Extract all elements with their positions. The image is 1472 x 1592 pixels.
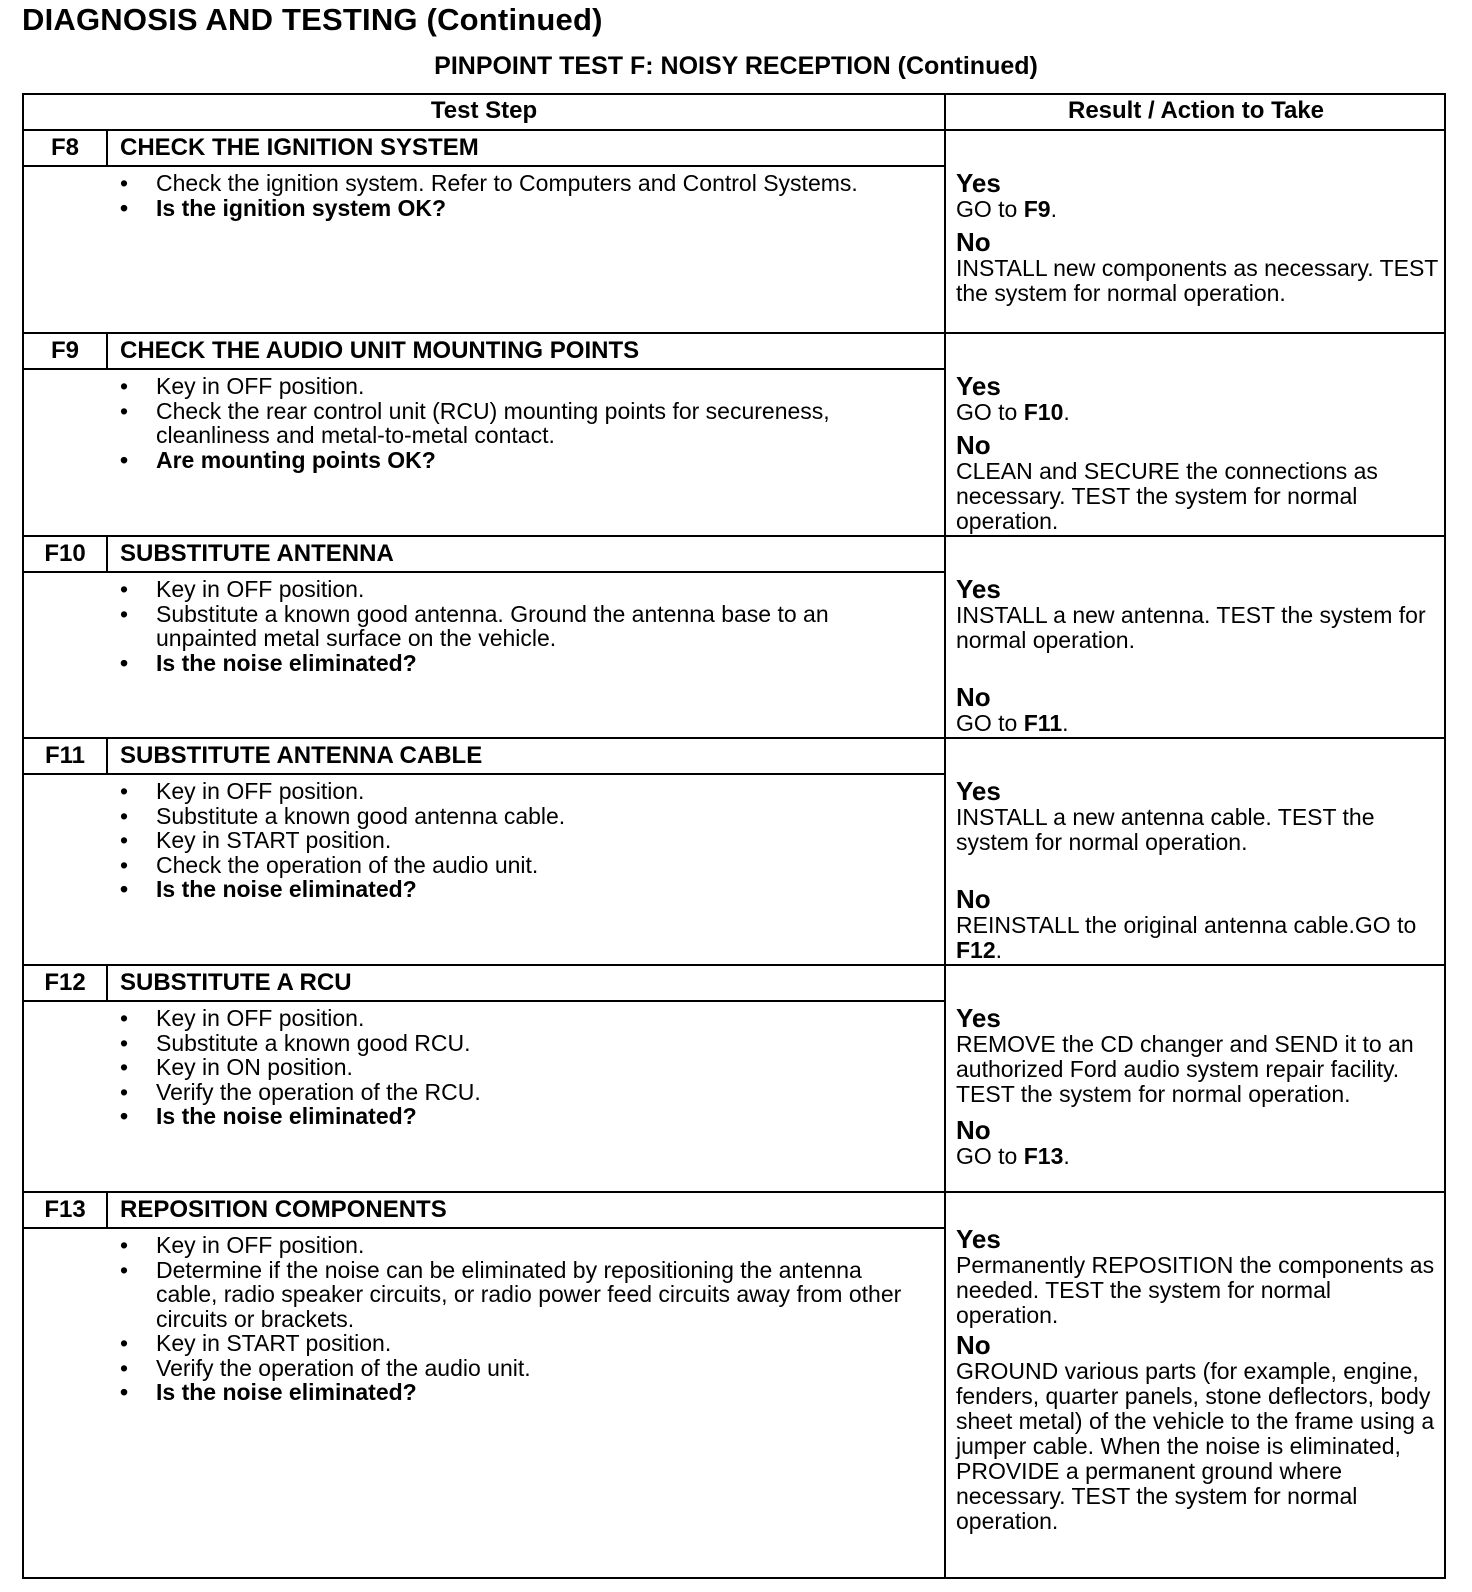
instruction-item: • Key in OFF position. (120, 779, 920, 804)
no-action (956, 256, 1438, 306)
yes-step-ref: F10 (1023, 399, 1064, 425)
step-id: F9 (24, 334, 108, 368)
no-label: No (956, 1330, 991, 1360)
step-instructions (120, 374, 920, 472)
step-instructions (120, 577, 920, 675)
step-id: F11 (24, 739, 108, 773)
column-divider (944, 95, 946, 1577)
test-step-row (24, 537, 1444, 739)
step-id: F10 (24, 537, 108, 571)
step-title: SUBSTITUTE ANTENNA CABLE (120, 742, 483, 769)
step-id: F13 (24, 1193, 108, 1227)
test-step-row (24, 334, 1444, 537)
result-yes (956, 169, 1438, 222)
yes-action (956, 400, 1438, 425)
result-no (956, 1331, 1438, 1534)
instruction-item: • Key in OFF position. (120, 374, 920, 399)
no-action-text: GO to (956, 1143, 1024, 1169)
test-step-row (24, 966, 1444, 1193)
step-title: CHECK THE AUDIO UNIT MOUNTING POINTS (120, 337, 640, 364)
result-no (956, 228, 1438, 306)
result-no (956, 885, 1438, 963)
result-yes (956, 1225, 1438, 1328)
instruction-item: • Verify the operation of the audio unit. (120, 1356, 920, 1381)
step-header (24, 537, 944, 573)
table-header (24, 95, 1444, 131)
no-action-suffix: . (995, 937, 1003, 963)
result-yes (956, 1004, 1438, 1107)
instruction-item: • Key in ON position. (120, 1055, 920, 1080)
instruction-item: • Substitute a known good RCU. (120, 1031, 920, 1056)
pinpoint-test-title: PINPOINT TEST F: NOISY RECEPTION (Continued) (434, 52, 1038, 80)
yes-action-text: GO to (956, 399, 1024, 425)
step-instructions (120, 1233, 920, 1405)
no-step-ref: F12 (956, 937, 996, 963)
no-label: No (956, 884, 991, 914)
no-action (956, 459, 1438, 534)
yes-label: Yes (956, 1224, 1001, 1254)
yes-action-text: Permanently REPOSITION the components as needed. TEST the system for normal operation. (956, 1252, 1435, 1328)
step-instructions (120, 1006, 920, 1129)
column-header-test-step: Test Step (430, 97, 538, 124)
step-question: • Is the ignition system OK? (120, 196, 920, 221)
no-action-suffix: . (1063, 1143, 1070, 1169)
no-action (956, 1359, 1438, 1534)
no-action (956, 913, 1438, 963)
column-header-result: Result / Action to Take (1067, 97, 1325, 124)
instruction-item: • Check the ignition system. Refer to Computers and Control Systems. (120, 171, 920, 196)
instruction-item: • Key in OFF position. (120, 1006, 920, 1031)
no-label: No (956, 682, 991, 712)
step-header (24, 739, 944, 775)
yes-label: Yes (956, 574, 1001, 604)
instruction-item: • Key in OFF position. (120, 1233, 920, 1258)
step-header (24, 131, 944, 167)
step-question: • Is the noise eliminated? (120, 877, 920, 902)
yes-label: Yes (956, 776, 1001, 806)
page-title: DIAGNOSIS AND TESTING (Continued) (22, 2, 603, 37)
pinpoint-test-table (22, 93, 1446, 1579)
instruction-item: • Check the rear control unit (RCU) mounting points for secureness, cleanliness and metal-to-metal contact. (120, 399, 920, 448)
yes-label: Yes (956, 168, 1001, 198)
step-id: F8 (24, 131, 108, 165)
step-instructions (120, 779, 920, 902)
no-label: No (956, 1115, 991, 1145)
yes-action-suffix: . (1050, 196, 1057, 222)
instruction-item: • Determine if the noise can be eliminated by repositioning the antenna cable, radio speaker circuits, or radio power feed circuits away from other circuits or brackets. (120, 1258, 920, 1332)
step-question: • Is the noise eliminated? (120, 651, 920, 676)
no-label: No (956, 430, 991, 460)
yes-action-text: GO to (956, 196, 1024, 222)
no-label: No (956, 227, 991, 257)
step-header (24, 1193, 944, 1229)
step-instructions (120, 171, 920, 220)
yes-label: Yes (956, 1003, 1001, 1033)
result-yes (956, 777, 1438, 855)
step-id: F12 (24, 966, 108, 1000)
no-action-text: REINSTALL the original antenna cable.GO to (956, 912, 1417, 938)
no-step-ref: F11 (1023, 710, 1063, 736)
yes-action (956, 805, 1438, 855)
no-action-text: CLEAN and SECURE the connections as necessary. TEST the system for normal operation. (956, 458, 1378, 534)
yes-action (956, 603, 1438, 653)
step-title: REPOSITION COMPONENTS (120, 1196, 447, 1223)
step-header (24, 334, 944, 370)
instruction-item: • Key in OFF position. (120, 577, 920, 602)
no-action-suffix: . (1062, 710, 1069, 736)
step-question: • Are mounting points OK? (120, 448, 920, 473)
yes-action (956, 197, 1438, 222)
instruction-item: • Substitute a known good antenna cable. (120, 804, 920, 829)
yes-action-suffix: . (1063, 399, 1070, 425)
yes-action (956, 1253, 1438, 1328)
no-action-text: INSTALL new components as necessary. TEST the system for normal operation. (956, 255, 1438, 306)
no-action-text: GO to (956, 710, 1024, 736)
no-action-text: GROUND various parts (for example, engine, fenders, quarter panels, stone deflectors, body sheet metal) of the vehicle to the frame using a jumper cable. When the noise is eliminated, PROVIDE a permanent ground where necessary. TEST the system for normal operation. (956, 1358, 1435, 1534)
instruction-item: • Key in START position. (120, 1331, 920, 1356)
step-title: SUBSTITUTE A RCU (120, 969, 352, 996)
result-no (956, 431, 1438, 534)
step-question: • Is the noise eliminated? (120, 1104, 920, 1129)
yes-action-text: INSTALL a new antenna cable. TEST the system for normal operation. (956, 804, 1375, 855)
result-yes (956, 575, 1438, 653)
instruction-item: • Key in START position. (120, 828, 920, 853)
step-question: • Is the noise eliminated? (120, 1380, 920, 1405)
test-step-row (24, 739, 1444, 966)
result-yes (956, 372, 1438, 425)
yes-action (956, 1032, 1438, 1107)
step-title: SUBSTITUTE ANTENNA (120, 540, 394, 567)
yes-step-ref: F9 (1023, 196, 1051, 222)
yes-label: Yes (956, 371, 1001, 401)
instruction-item: • Check the operation of the audio unit. (120, 853, 920, 878)
no-step-ref: F13 (1023, 1143, 1064, 1169)
step-title: CHECK THE IGNITION SYSTEM (120, 134, 479, 161)
no-action (956, 1144, 1438, 1169)
result-no (956, 683, 1438, 736)
test-step-row (24, 131, 1444, 334)
test-step-row (24, 1193, 1444, 1579)
yes-action-text: INSTALL a new antenna. TEST the system for normal operation. (956, 602, 1426, 653)
instruction-item: • Verify the operation of the RCU. (120, 1080, 920, 1105)
no-action (956, 711, 1438, 736)
result-no (956, 1116, 1438, 1169)
step-header (24, 966, 944, 1002)
instruction-item: • Substitute a known good antenna. Ground the antenna base to an unpainted metal surface on the vehicle. (120, 602, 920, 651)
yes-action-text: REMOVE the CD changer and SEND it to an authorized Ford audio system repair facility. TEST the system for normal operation. (956, 1031, 1414, 1107)
